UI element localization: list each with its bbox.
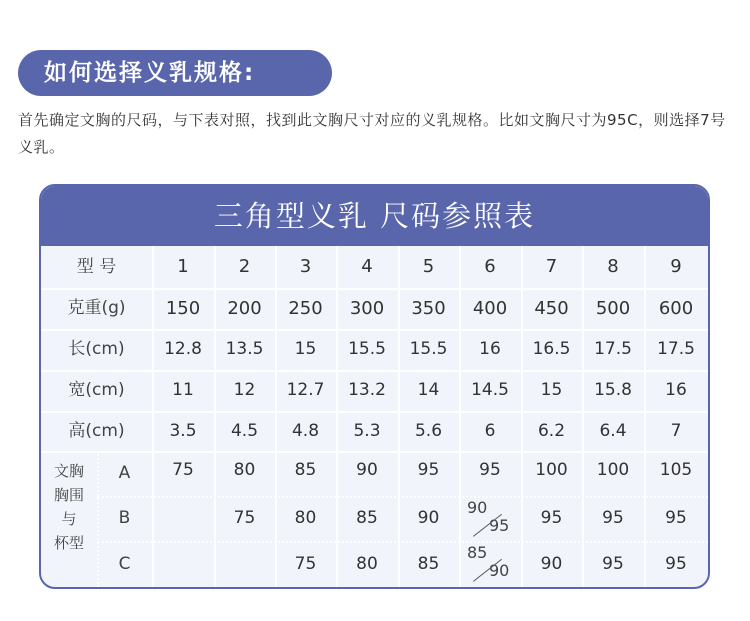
height-row-cell: 6.2 xyxy=(537,421,566,441)
size-chart-grid xyxy=(41,246,708,587)
section-heading: 如何选择义乳规格: xyxy=(18,50,332,96)
cup-size-cell: 95 xyxy=(665,508,687,528)
height-row-label: 高(cm) xyxy=(68,421,125,441)
cup-size-cell: 95 xyxy=(602,508,624,528)
bra-label-line: 杯型 xyxy=(53,534,84,552)
model-row-cell: 4 xyxy=(361,256,373,277)
cup-size-cell: 80 xyxy=(356,554,378,574)
cup-size-cell: 75 xyxy=(294,554,317,574)
bra-size-cup-label xyxy=(41,459,97,555)
cup-size-cell xyxy=(214,541,275,587)
length-row-cell: 12.8 xyxy=(164,339,202,359)
model-row-cell: 2 xyxy=(238,256,251,277)
model-row-cell: 8 xyxy=(607,256,619,277)
bra-label-line: 文胸 xyxy=(53,462,84,480)
width-row-label: 宽(cm) xyxy=(68,380,125,400)
model-row-cell: 3 xyxy=(299,256,312,277)
height-row-cell: 4.5 xyxy=(230,421,259,441)
weight-row-cell: 600 xyxy=(658,298,694,319)
split-size-bottom: 95 xyxy=(489,516,510,535)
model-row-cell: 7 xyxy=(545,256,558,277)
width-row-cell: 12 xyxy=(233,380,256,400)
cup-size-cell: 90 xyxy=(356,460,378,480)
length-row-cell: 17.5 xyxy=(657,339,695,359)
model-row-cell: 6 xyxy=(484,256,496,277)
cup-size-cell: 80 xyxy=(233,460,256,480)
height-row-cell: 5.3 xyxy=(353,421,381,441)
width-row-cell: 13.2 xyxy=(348,380,386,400)
cup-label-b: B xyxy=(118,508,131,528)
length-row-cell: 15.5 xyxy=(348,339,386,359)
cup-size-cell: 85 xyxy=(417,554,440,574)
cup-size-cell: 95 xyxy=(602,554,624,574)
split-size-bottom: 90 xyxy=(489,561,510,580)
cup-size-cell: 105 xyxy=(659,460,693,480)
cup-size-cell: 95 xyxy=(417,460,440,480)
size-chart-card xyxy=(39,184,710,589)
weight-row-cell: 350 xyxy=(411,298,446,319)
width-row-cell: 16 xyxy=(665,380,687,400)
cup-size-cell: 80 xyxy=(294,508,317,528)
weight-row-cell: 300 xyxy=(349,298,385,319)
cup-size-cell: 90 xyxy=(540,554,563,574)
weight-row-cell: 150 xyxy=(165,298,201,319)
intro-paragraph: 首先确定文胸的尺码，与下表对照，找到此文胸尺寸对应的义乳规格。比如文胸尺寸为95C，则选择7号义乳。 xyxy=(18,111,726,156)
cup-size-cell: 85 xyxy=(356,508,378,528)
length-row-label: 长(cm) xyxy=(68,339,125,359)
width-row-cell: 14.5 xyxy=(471,380,509,400)
weight-row-cell: 450 xyxy=(534,298,569,319)
cup-size-cell: 95 xyxy=(665,554,687,574)
height-row-cell: 3.5 xyxy=(169,421,197,441)
length-row-cell: 16 xyxy=(479,339,501,359)
cup-size-cell xyxy=(152,541,214,587)
length-row-cell: 15.5 xyxy=(409,339,448,359)
height-row-cell: 4.8 xyxy=(291,421,320,441)
cup-size-cell: 95 xyxy=(540,508,563,528)
bra-label-line: 与 xyxy=(61,510,77,528)
cup-size-cell: 85 xyxy=(294,460,317,480)
width-row-cell: 15 xyxy=(540,380,563,400)
length-row-cell: 16.5 xyxy=(532,339,571,359)
cup-size-cell: 100 xyxy=(535,460,568,480)
split-size-cell xyxy=(459,496,521,541)
width-row-cell: 12.7 xyxy=(286,380,325,400)
split-size-cell xyxy=(459,541,521,587)
weight-row-cell: 200 xyxy=(227,298,262,319)
width-row-cell: 11 xyxy=(172,380,194,400)
weight-row-cell: 250 xyxy=(288,298,323,319)
length-row-cell: 15 xyxy=(294,339,317,359)
model-row-cell: 9 xyxy=(670,256,682,277)
length-row-cell: 13.5 xyxy=(225,339,264,359)
cup-size-cell: 90 xyxy=(417,508,440,528)
weight-row-cell: 400 xyxy=(472,298,508,319)
height-row-cell: 7 xyxy=(670,421,682,441)
width-row-cell: 15.8 xyxy=(594,380,632,400)
cup-size-cell: 100 xyxy=(596,460,630,480)
weight-row-label: 克重(g) xyxy=(67,298,126,318)
model-row-cell: 5 xyxy=(422,256,435,277)
cup-size-cell xyxy=(152,496,214,541)
bra-label-line: 胸围 xyxy=(53,486,84,504)
cup-size-cell: 75 xyxy=(233,508,256,528)
cup-label-c: C xyxy=(118,554,131,574)
cup-size-cell: 95 xyxy=(479,460,501,480)
weight-row-cell: 500 xyxy=(595,298,631,319)
size-chart-title: 三角型义乳 尺码参照表 xyxy=(41,186,708,246)
model-row-label: 型 号 xyxy=(76,257,117,277)
length-row-cell: 17.5 xyxy=(594,339,632,359)
height-row-cell: 6 xyxy=(484,421,496,441)
split-size-top: 85 xyxy=(467,543,488,562)
model-row-cell: 1 xyxy=(177,256,189,277)
height-row-cell: 5.6 xyxy=(414,421,443,441)
cup-label-a: A xyxy=(118,463,131,483)
split-size-top: 90 xyxy=(467,498,488,517)
width-row-cell: 14 xyxy=(417,380,440,400)
height-row-cell: 6.4 xyxy=(599,421,627,441)
cup-size-cell: 75 xyxy=(172,460,194,480)
